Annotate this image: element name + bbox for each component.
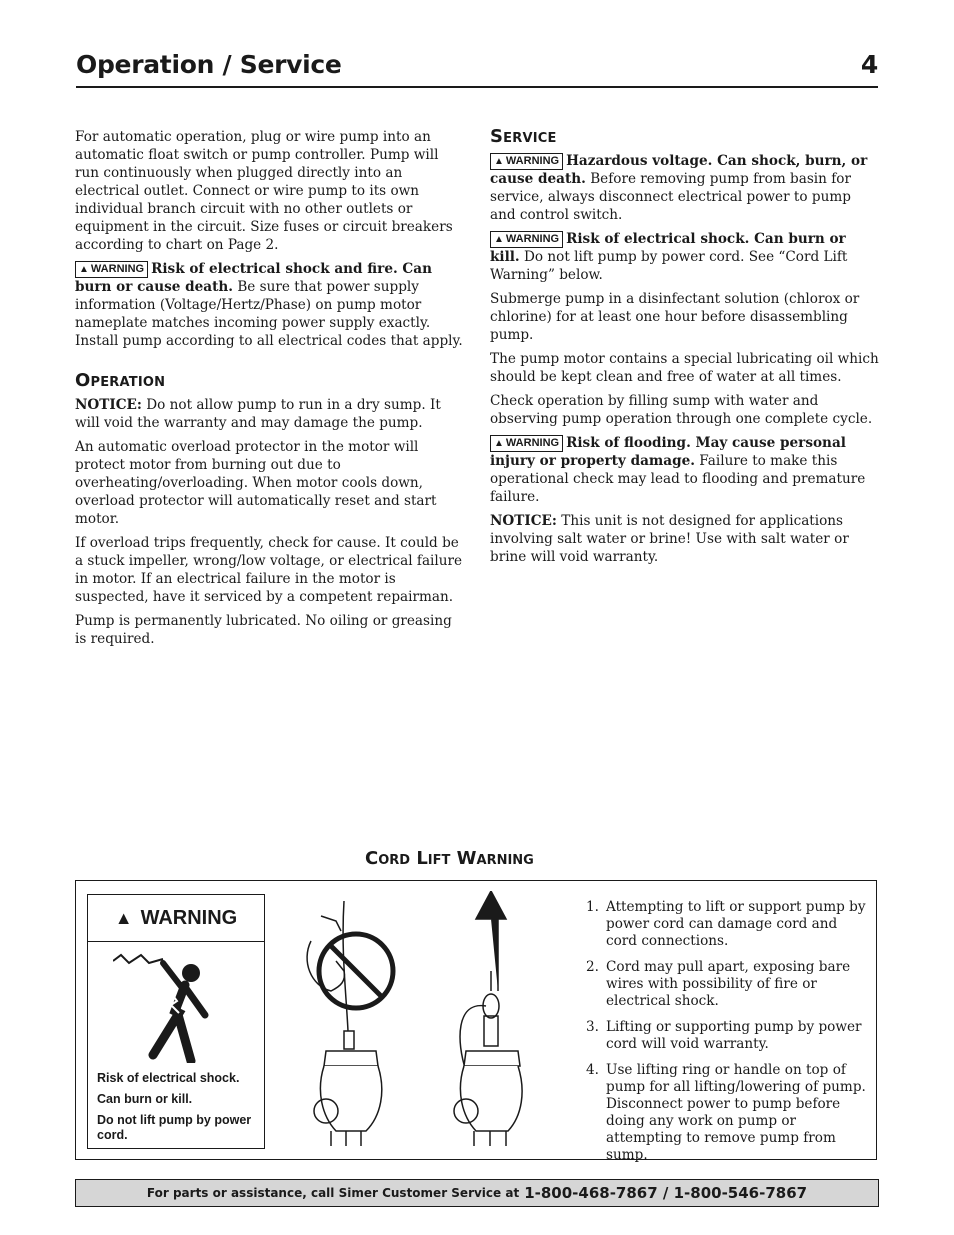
cord-lift-box (75, 880, 877, 1163)
warning-badge: ▲ WARNING (490, 435, 563, 452)
service-warning: ▲ WARNING Risk of electrical shock. Can burn or kill. Do not lift pump by power cord. See “Cord Lift Warning” below. (490, 231, 848, 283)
warning-card-text: Risk of electrical shock. Can burn or kill. Do not lift pump by power cord. (97, 1071, 252, 1142)
page-number: 4 (860, 50, 878, 79)
warning-card-header: ▲ WARNING (88, 895, 264, 942)
warning-badge: ▲ WARNING (490, 231, 563, 248)
service-paragraph: Submerge pump in a disinfectant solution (chlorox or chlorine) for at least one hour before disassembling pump. (490, 291, 860, 343)
operation-paragraph: An automatic overload protector in the motor will protect motor from burning out due to overheating/overloading. When motor cools down, overload protector will automatically reset and start motor. (75, 439, 437, 527)
warning-badge: ▲ WARNING (490, 153, 563, 170)
service-paragraph: The pump motor contains a special lubricating oil which should be kept clean and free of water at all times. (490, 351, 879, 385)
service-warning: ▲ WARNING Risk of flooding. May cause personal injury or property damage. Failure to make this operational check may lead to flooding and premature failure. (490, 435, 866, 505)
warning-triangle-icon: ▲ (494, 234, 504, 245)
page-title: Operation / Service (76, 50, 342, 79)
list-item: 2. Cord may pull apart, exposing bare wires with possibility of fire or electrical shock. (586, 959, 851, 1009)
electric-shock-icon (113, 953, 233, 1063)
pump-by-handle-image (454, 891, 522, 1146)
operation-heading: Operation (75, 370, 166, 391)
cord-lift-heading: Cord Lift Warning (365, 848, 534, 869)
intro-warning: ▲ WARNING Risk of electrical shock and fire. Can burn or cause death. Be sure that power supply information (Voltage/Hertz/Phase) on pump motor nameplate matches incoming power supply exactly. Install pump according to all electrical codes that apply. (75, 261, 463, 349)
operation-paragraph: Pump is permanently lubricated. No oiling or greasing is required. (75, 613, 452, 647)
warning-triangle-icon: ▲ (494, 438, 504, 449)
right-column (490, 128, 879, 572)
left-column (75, 128, 464, 654)
service-heading: Service (490, 126, 557, 147)
operation-notice: NOTICE: Do not allow pump to run in a dry sump. It will void the warranty and may damage the pump. (75, 397, 441, 431)
intro-paragraph: For automatic operation, plug or wire pump into an automatic float switch or pump controller. Pump will run continuously when plugged directly into an electrical outlet. Connect or wire pump to its own individual branch circuit with no other outlets or equipment in the circuit. Size fuses or circuit breakers according to chart on Page 2. (75, 129, 453, 253)
pump-by-cord-image (307, 901, 393, 1146)
warning-triangle-icon: ▲ (494, 156, 504, 167)
footer-contact-bar: For parts or assistance, call Simer Customer Service at 1-800-468-7867 / 1-800-546-7867 (75, 1179, 879, 1207)
warning-triangle-icon: ▲ (114, 907, 133, 928)
cord-lift-list (586, 899, 866, 1173)
list-item: 3. Lifting or supporting pump by power cord will void warranty. (586, 1019, 862, 1052)
phone-numbers: 1-800-468-7867 / 1-800-546-7867 (524, 1184, 808, 1202)
page-header (76, 50, 878, 88)
operation-paragraph: If overload trips frequently, check for cause. It could be a stuck impeller, wrong/low voltage, or electrical failure in motor. If an electrical failure in the motor is suspected, have it serviced by a competent repairman. (75, 535, 463, 605)
list-item: 4. Use lifting ring or handle on top of pump for all lifting/lowering of pump. Disconnect power to pump before doing any work on pump or attempting to remove pump from sump. (586, 1062, 866, 1163)
service-paragraph: Check operation by filling sump with water and observing pump operation through one complete cycle. (490, 393, 873, 427)
service-warning: ▲ WARNING Hazardous voltage. Can shock, burn, or cause death. Before removing pump from basin for service, always disconnect electrical power to pump and control switch. (490, 153, 868, 223)
list-item: 1. Attempting to lift or support pump by power cord can damage cord and cord connections. (586, 899, 866, 949)
warning-card (87, 894, 265, 1149)
warning-badge: ▲ WARNING (75, 261, 148, 278)
pump-lifting-illustration (286, 891, 556, 1151)
service-notice: NOTICE: This unit is not designed for applications involving salt water or brine! Use with salt water or brine will void warranty. (490, 513, 849, 565)
warning-triangle-icon: ▲ (79, 264, 89, 275)
